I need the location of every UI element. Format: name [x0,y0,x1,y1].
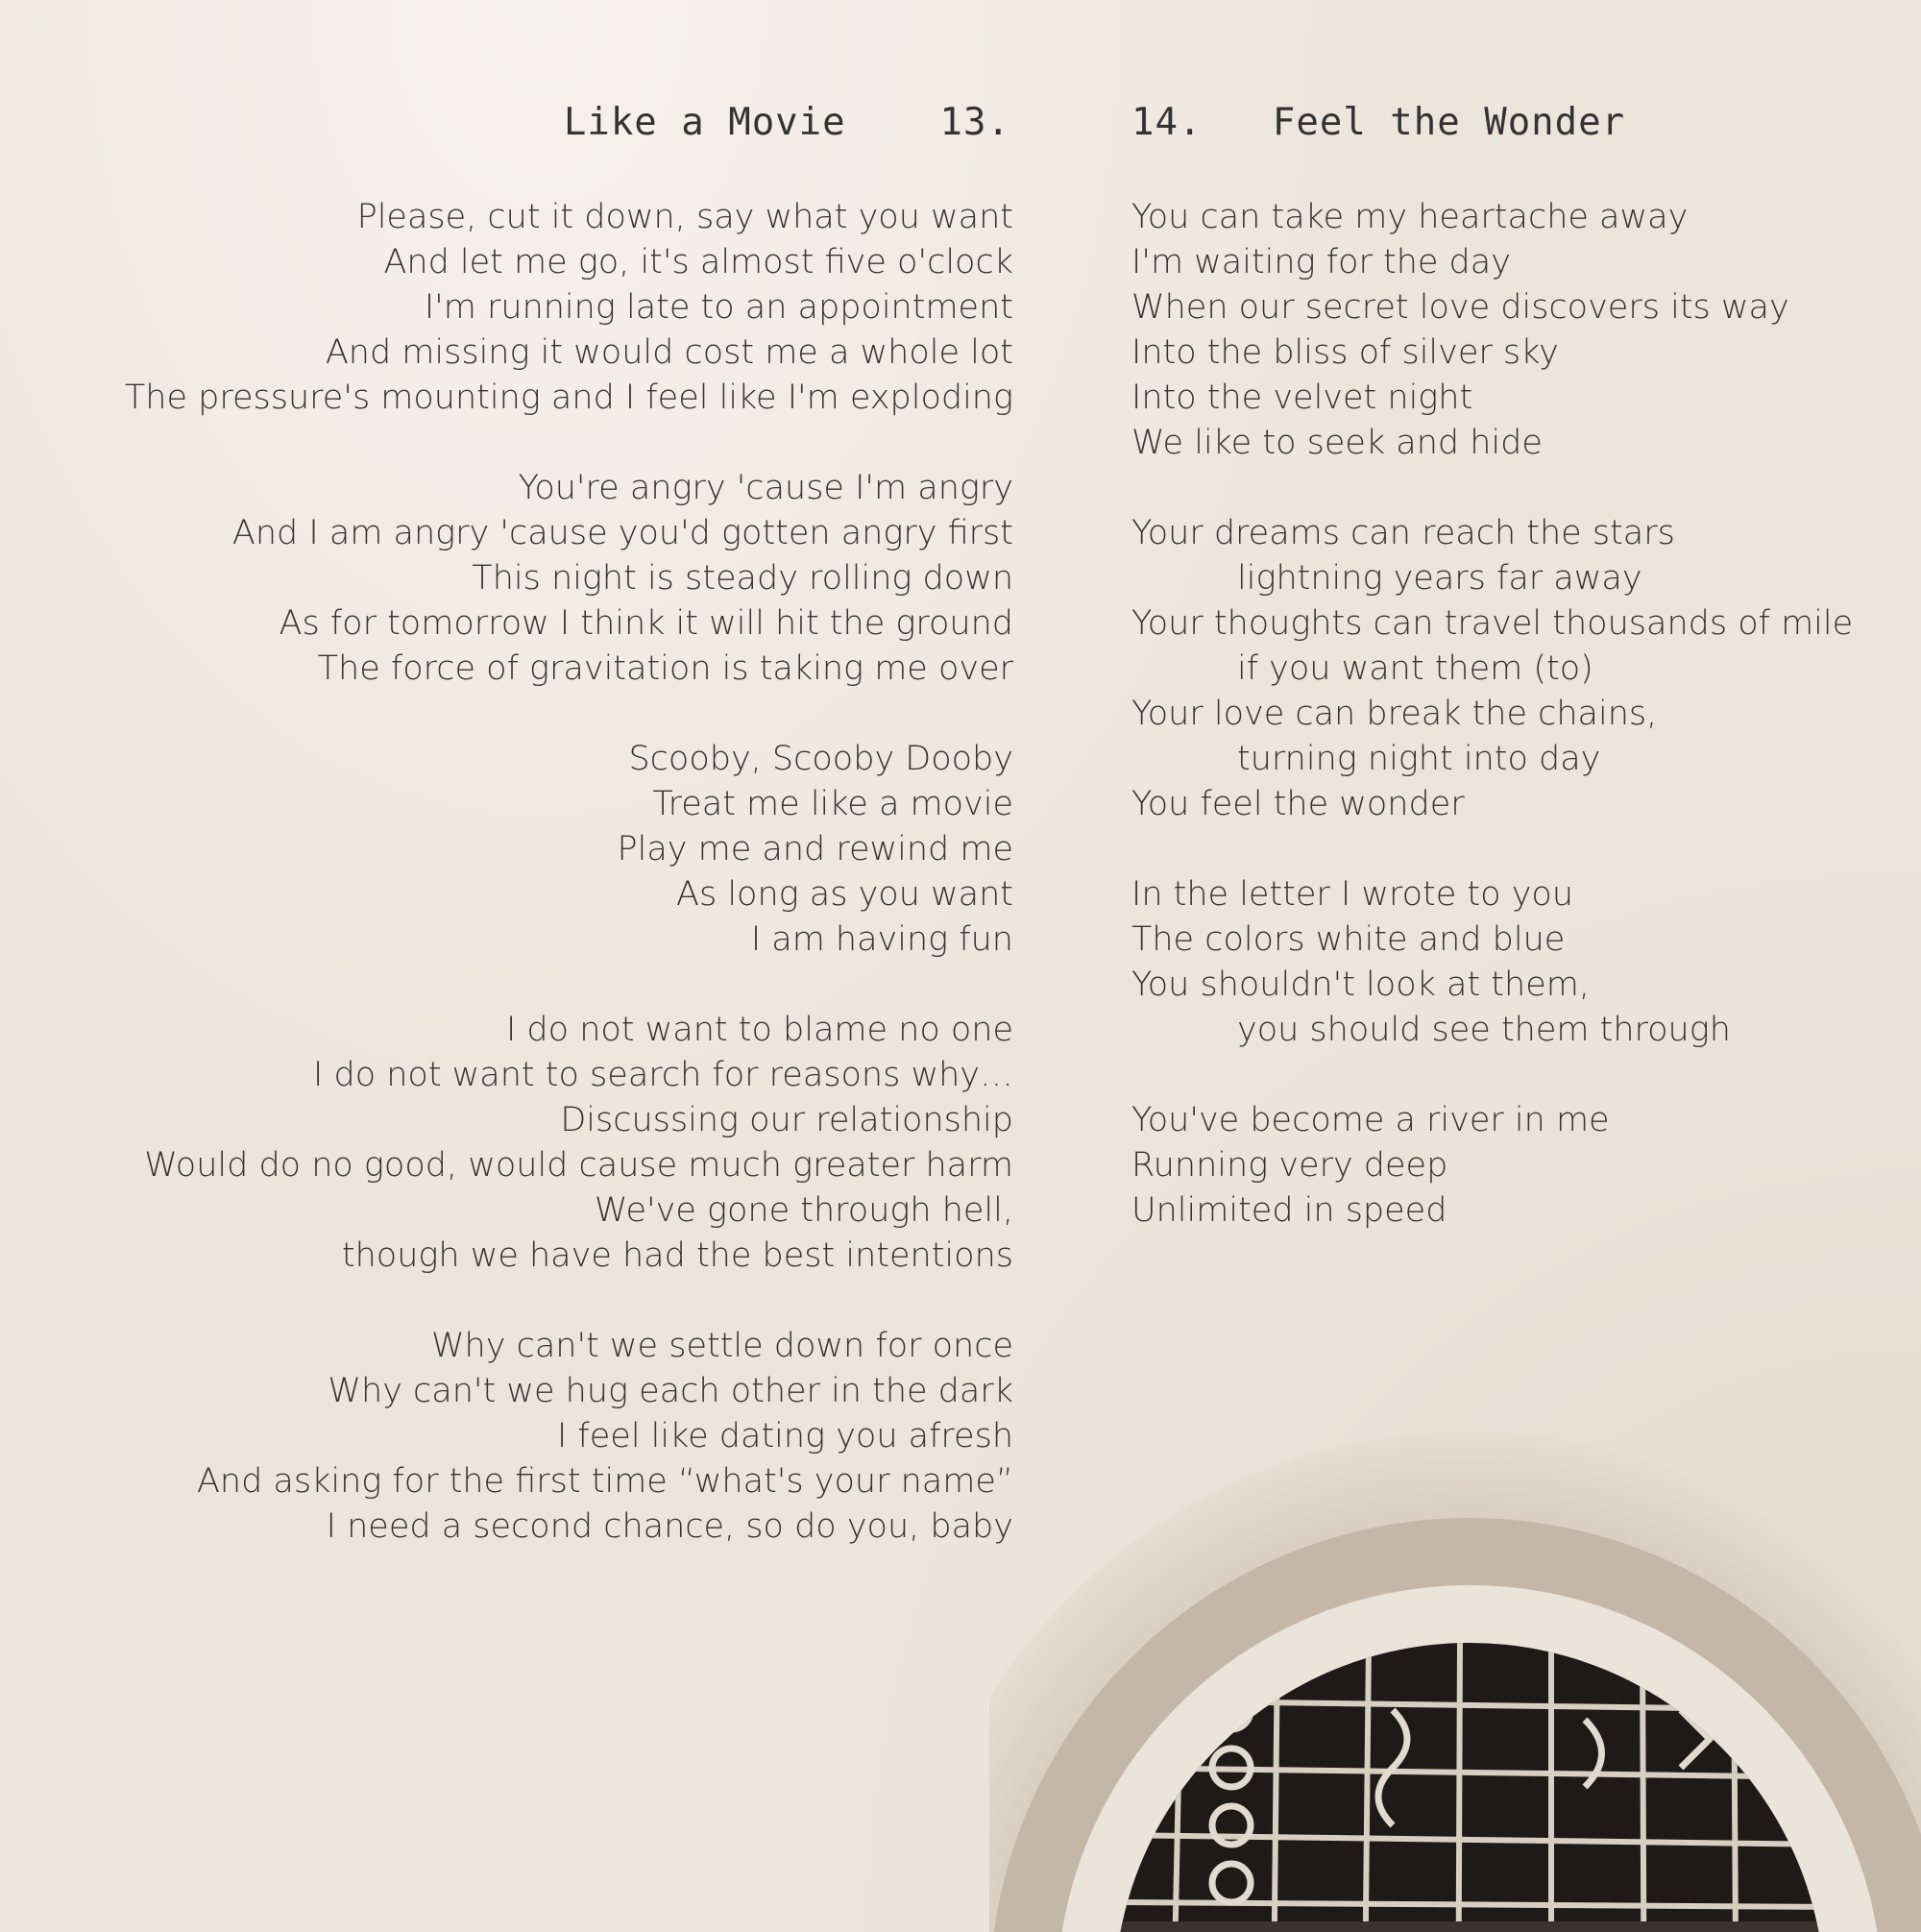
song-title-text: Feel the Wonder [1272,101,1626,144]
song-title-right [1131,101,1625,144]
lyric-line: Unlimited in speed [1131,1191,1447,1230]
lyrics-column-right [1131,195,1861,1279]
lyric-line: Discussing our relationship [560,1101,1013,1139]
lyric-line: And missing it would cost me a whole lot [325,333,1013,372]
lyric-line: Treat me like a movie [652,785,1013,823]
lyric-line: This night is steady rolling down [472,559,1013,598]
lyric-line: Would do no good, would cause much greater harm [144,1146,1013,1185]
lyric-line: turning night into day [1237,740,1601,778]
lyric-line: if you want them (to) [1237,649,1593,688]
lyric-line: In the letter I wrote to you [1131,875,1574,914]
song-title-text: Like a Movie [563,101,846,144]
lyric-line: As for tomorrow I think it will hit the ground [279,604,1013,643]
lyric-line: I'm waiting for the day [1131,243,1511,281]
song-title-left [564,101,1010,144]
stanza [110,466,1013,692]
stanza [1131,1098,1861,1234]
lyric-line: The colors white and blue [1131,920,1566,959]
lyric-line: And let me go, it's almost five o'clock [383,243,1013,281]
lyric-line: I do not want to search for reasons why… [313,1056,1013,1094]
lyric-line: The pressure's mounting and I feel like I'm exploding [124,379,1013,417]
lyric-line: Into the velvet night [1131,379,1473,417]
lyric-line: When our secret love discovers its way [1131,288,1789,327]
lyric-line: Into the bliss of silver sky [1131,333,1559,372]
lyric-line: Your love can break the chains, [1131,695,1658,733]
lyric-line: Your thoughts can travel thousands of mile [1131,604,1854,643]
lyric-line: And I am angry 'cause you'd gotten angry first [231,514,1013,552]
lyric-line: Why can't we settle down for once [430,1327,1013,1365]
lyric-line: I am having fun [750,920,1013,959]
lyric-line: You're angry 'cause I'm angry [518,469,1013,507]
decorative-circle-photo [989,1422,1921,1932]
lyric-line: Scooby, Scooby Dooby [628,740,1013,778]
lyrics-column-left [110,195,1013,1595]
stanza [110,737,1013,963]
lyric-line: I'm running late to an appointment [424,288,1013,327]
lyric-line: Play me and rewind me [617,830,1013,868]
stanza [1131,511,1861,827]
track-number: 13. [939,101,1010,144]
lyric-line: I feel like dating you afresh [556,1417,1013,1455]
track-number: 14. [1131,101,1203,144]
lyric-line: though we have had the best intentions [341,1236,1013,1275]
lyric-line: As long as you want [676,875,1013,914]
lyric-line: We like to seek and hide [1131,424,1543,462]
lyric-line: You feel the wonder [1131,785,1465,823]
lyric-line: You can take my heartache away [1131,198,1689,236]
lyric-line: I need a second chance, so do you, baby [326,1507,1013,1546]
lyric-line: You've become a river in me [1131,1101,1610,1139]
stanza [110,1008,1013,1279]
lyric-line: Please, cut it down, say what you want [356,198,1013,236]
lyric-line: I do not want to blame no one [505,1011,1013,1049]
stanza [1131,195,1861,466]
lyric-line: You shouldn't look at them, [1131,966,1590,1004]
lyric-line: And asking for the first time “what's your name” [196,1462,1013,1501]
stanza [110,1324,1013,1550]
lyric-line: Your dreams can reach the stars [1131,514,1675,552]
stanza [110,195,1013,421]
lyric-line: you should see them through [1237,1011,1731,1049]
lyric-line: Running very deep [1131,1146,1448,1185]
lyric-line: We've gone through hell, [594,1191,1013,1230]
stanza [1131,872,1861,1053]
lyric-line: lightning years far away [1237,559,1642,598]
lyric-line: Why can't we hug each other in the dark [328,1372,1013,1410]
lyric-line: The force of gravitation is taking me over [317,649,1013,688]
